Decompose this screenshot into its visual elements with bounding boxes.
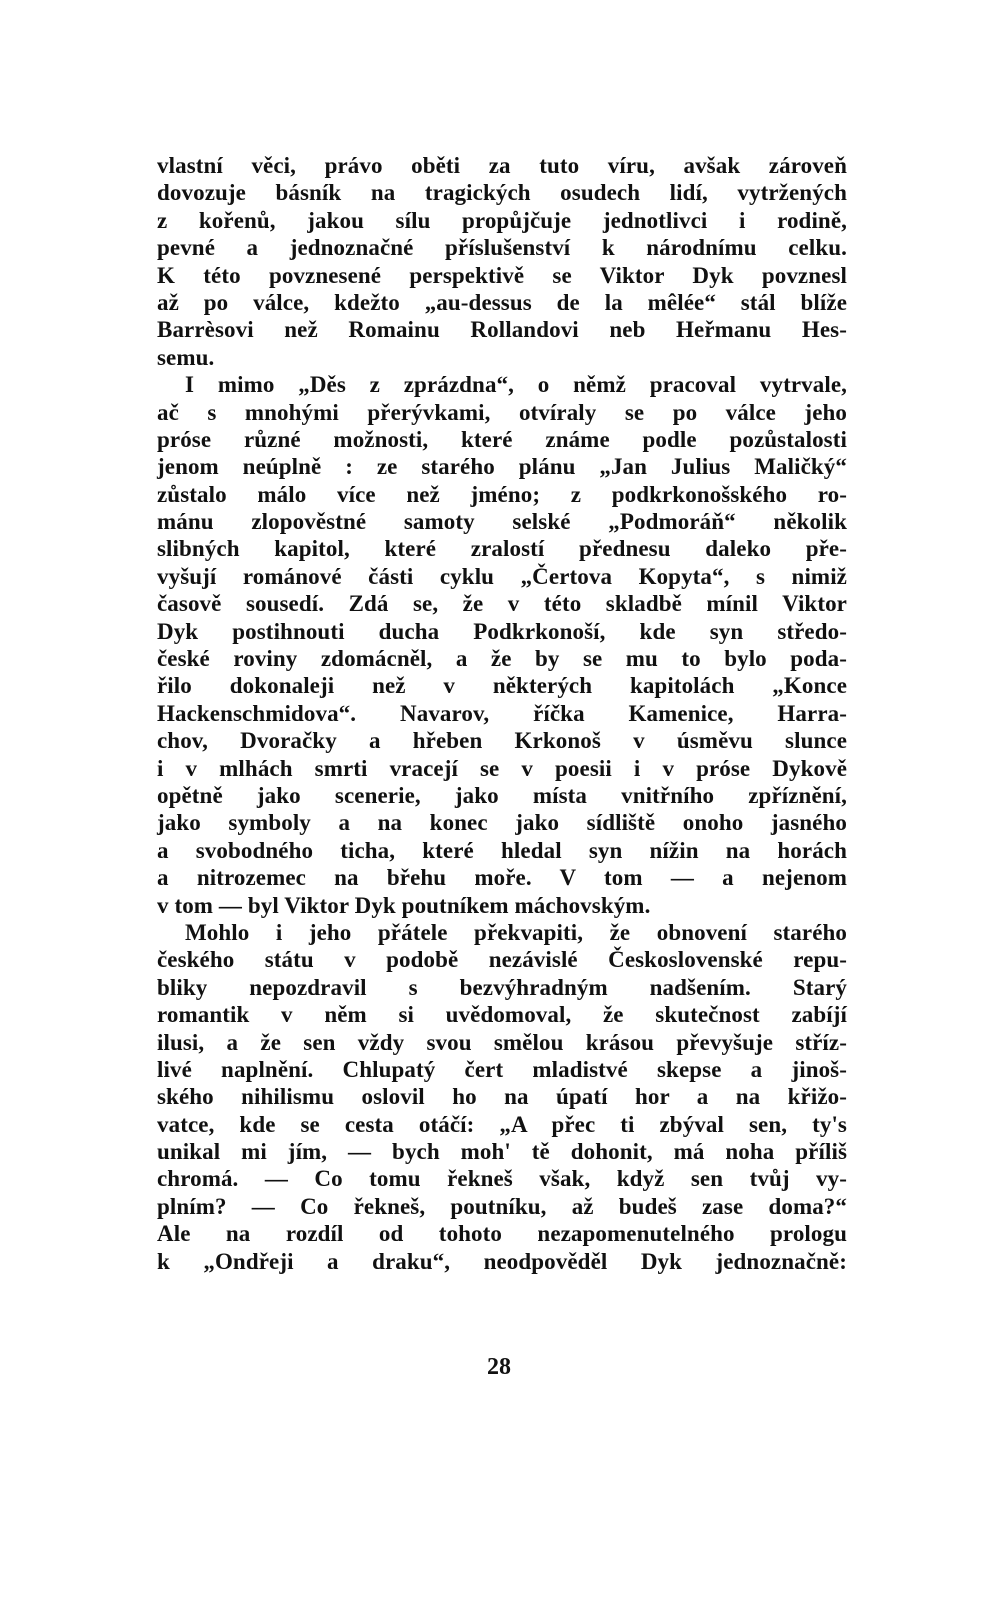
text-line: vyšují románové části cyklu „Čertova Kopyta“, s nimiž [157,563,847,589]
text-line: I mimo „Děs z zprázdna“, o němž pracoval vytrvale, [185,372,847,398]
text-line: řilo dokonaleji než v některých kapitolách „Konce [157,673,847,699]
text-line: ského nihilismu oslovil ho na úpatí hor a na křižo- [157,1084,847,1110]
text-line: časově sousedí. Zdá se, že v této skladbě mínil Viktor [157,591,847,617]
text-line: ač s mnohými přerývkami, otvíraly se po válce jeho [157,399,847,425]
page-number: 28 [487,1354,511,1380]
text-line: chov, Dvoračky a hřeben Krkonoš v úsměvu slunce [157,728,847,754]
text-line: jenom neúplně : ze starého plánu „Jan Julius Maličký“ [157,454,847,480]
text-line: a svobodného ticha, které hledal syn nížin na horách [157,837,847,863]
text-line: Ale na rozdíl od tohoto nezapomenutelného prologu [157,1221,847,1247]
text-line: mánu zlopověstné samoty selské „Podmoráň“ několik [157,509,847,535]
text-line: až po válce, kdežto „au-dessus de la mêlée“ stál blíže [157,289,847,315]
text-line: bliky nepozdravil s bezvýhradným nadšením. Starý [157,974,847,1000]
text-line: livé naplnění. Chlupatý čert mladistvé skepse a jinoš- [157,1056,847,1082]
text-line: vlastní věci, právo oběti za tuto víru, avšak zároveň [157,153,847,178]
text-line: k „Ondřeji a draku“, neodpověděl Dyk jednoznačně: [157,1248,847,1274]
text-line: Mohlo i jeho přátele překvapiti, že obnovení starého [185,919,847,945]
text-line: jako symboly a na konec jako sídliště onoho jasného [157,810,847,836]
text-line: semu. [157,344,215,370]
text-line: slibných kapitol, které zralostí přednesu daleko pře- [157,536,847,562]
text-line: próse různé možnosti, které známe podle pozůstalosti [157,426,847,452]
text-line: zůstalo málo více než jméno; z podkrkonošského ro- [157,481,847,507]
text-line: z kořenů, jakou sílu propůjčuje jednotlivci i rodině, [157,207,847,233]
text-line: opětně jako scenerie, jako místa vnitřního zpříznění, [157,782,847,808]
text-line: pevné a jednoznačné příslušenství k národnímu celku. [157,235,847,261]
text-line: i v mlhách smrti vracejí se v poesii i v próse Dykově [157,755,847,781]
text-line: vatce, kde se cesta otáčí: „A přec ti zbýval sen, ty's [157,1111,847,1137]
text-line: Dyk postihnouti ducha Podkrkonoší, kde syn středo- [157,618,847,644]
text-line: dovozuje básník na tragických osudech lidí, vytržených [157,180,847,206]
text-line: romantik v něm si uvědomoval, že skutečnost zabíjí [157,1002,847,1028]
text-line: unikal mi jím, — bych moh' tě dohonit, má noha příliš [157,1139,847,1165]
text-line: a nitrozemec na břehu moře. V tom — a nejenom [157,865,847,891]
text-line: K této povznesené perspektivě se Viktor Dyk povznesl [157,262,847,288]
text-line: ilusi, a že sen vždy svou smělou krásou převyšuje stříz- [157,1029,847,1055]
text-line: Barrèsovi než Romainu Rollandovi neb Heřmanu Hes- [157,317,847,343]
text-line: českého státu v podobě nezávislé Československé repu- [157,947,847,973]
text-line: české roviny zdomácněl, a že by se mu to bylo poda- [157,646,847,672]
text-line: Hackenschmidova“. Navarov, říčka Kamenice, Harra- [157,700,847,726]
body-text [157,152,847,1275]
text-line: v tom — byl Viktor Dyk poutníkem máchovským. [157,892,651,918]
text-line: plním? — Co řekneš, poutníku, až budeš zase doma?“ [157,1193,847,1219]
text-line: chromá. — Co tomu řekneš však, když sen tvůj vy- [157,1166,847,1192]
